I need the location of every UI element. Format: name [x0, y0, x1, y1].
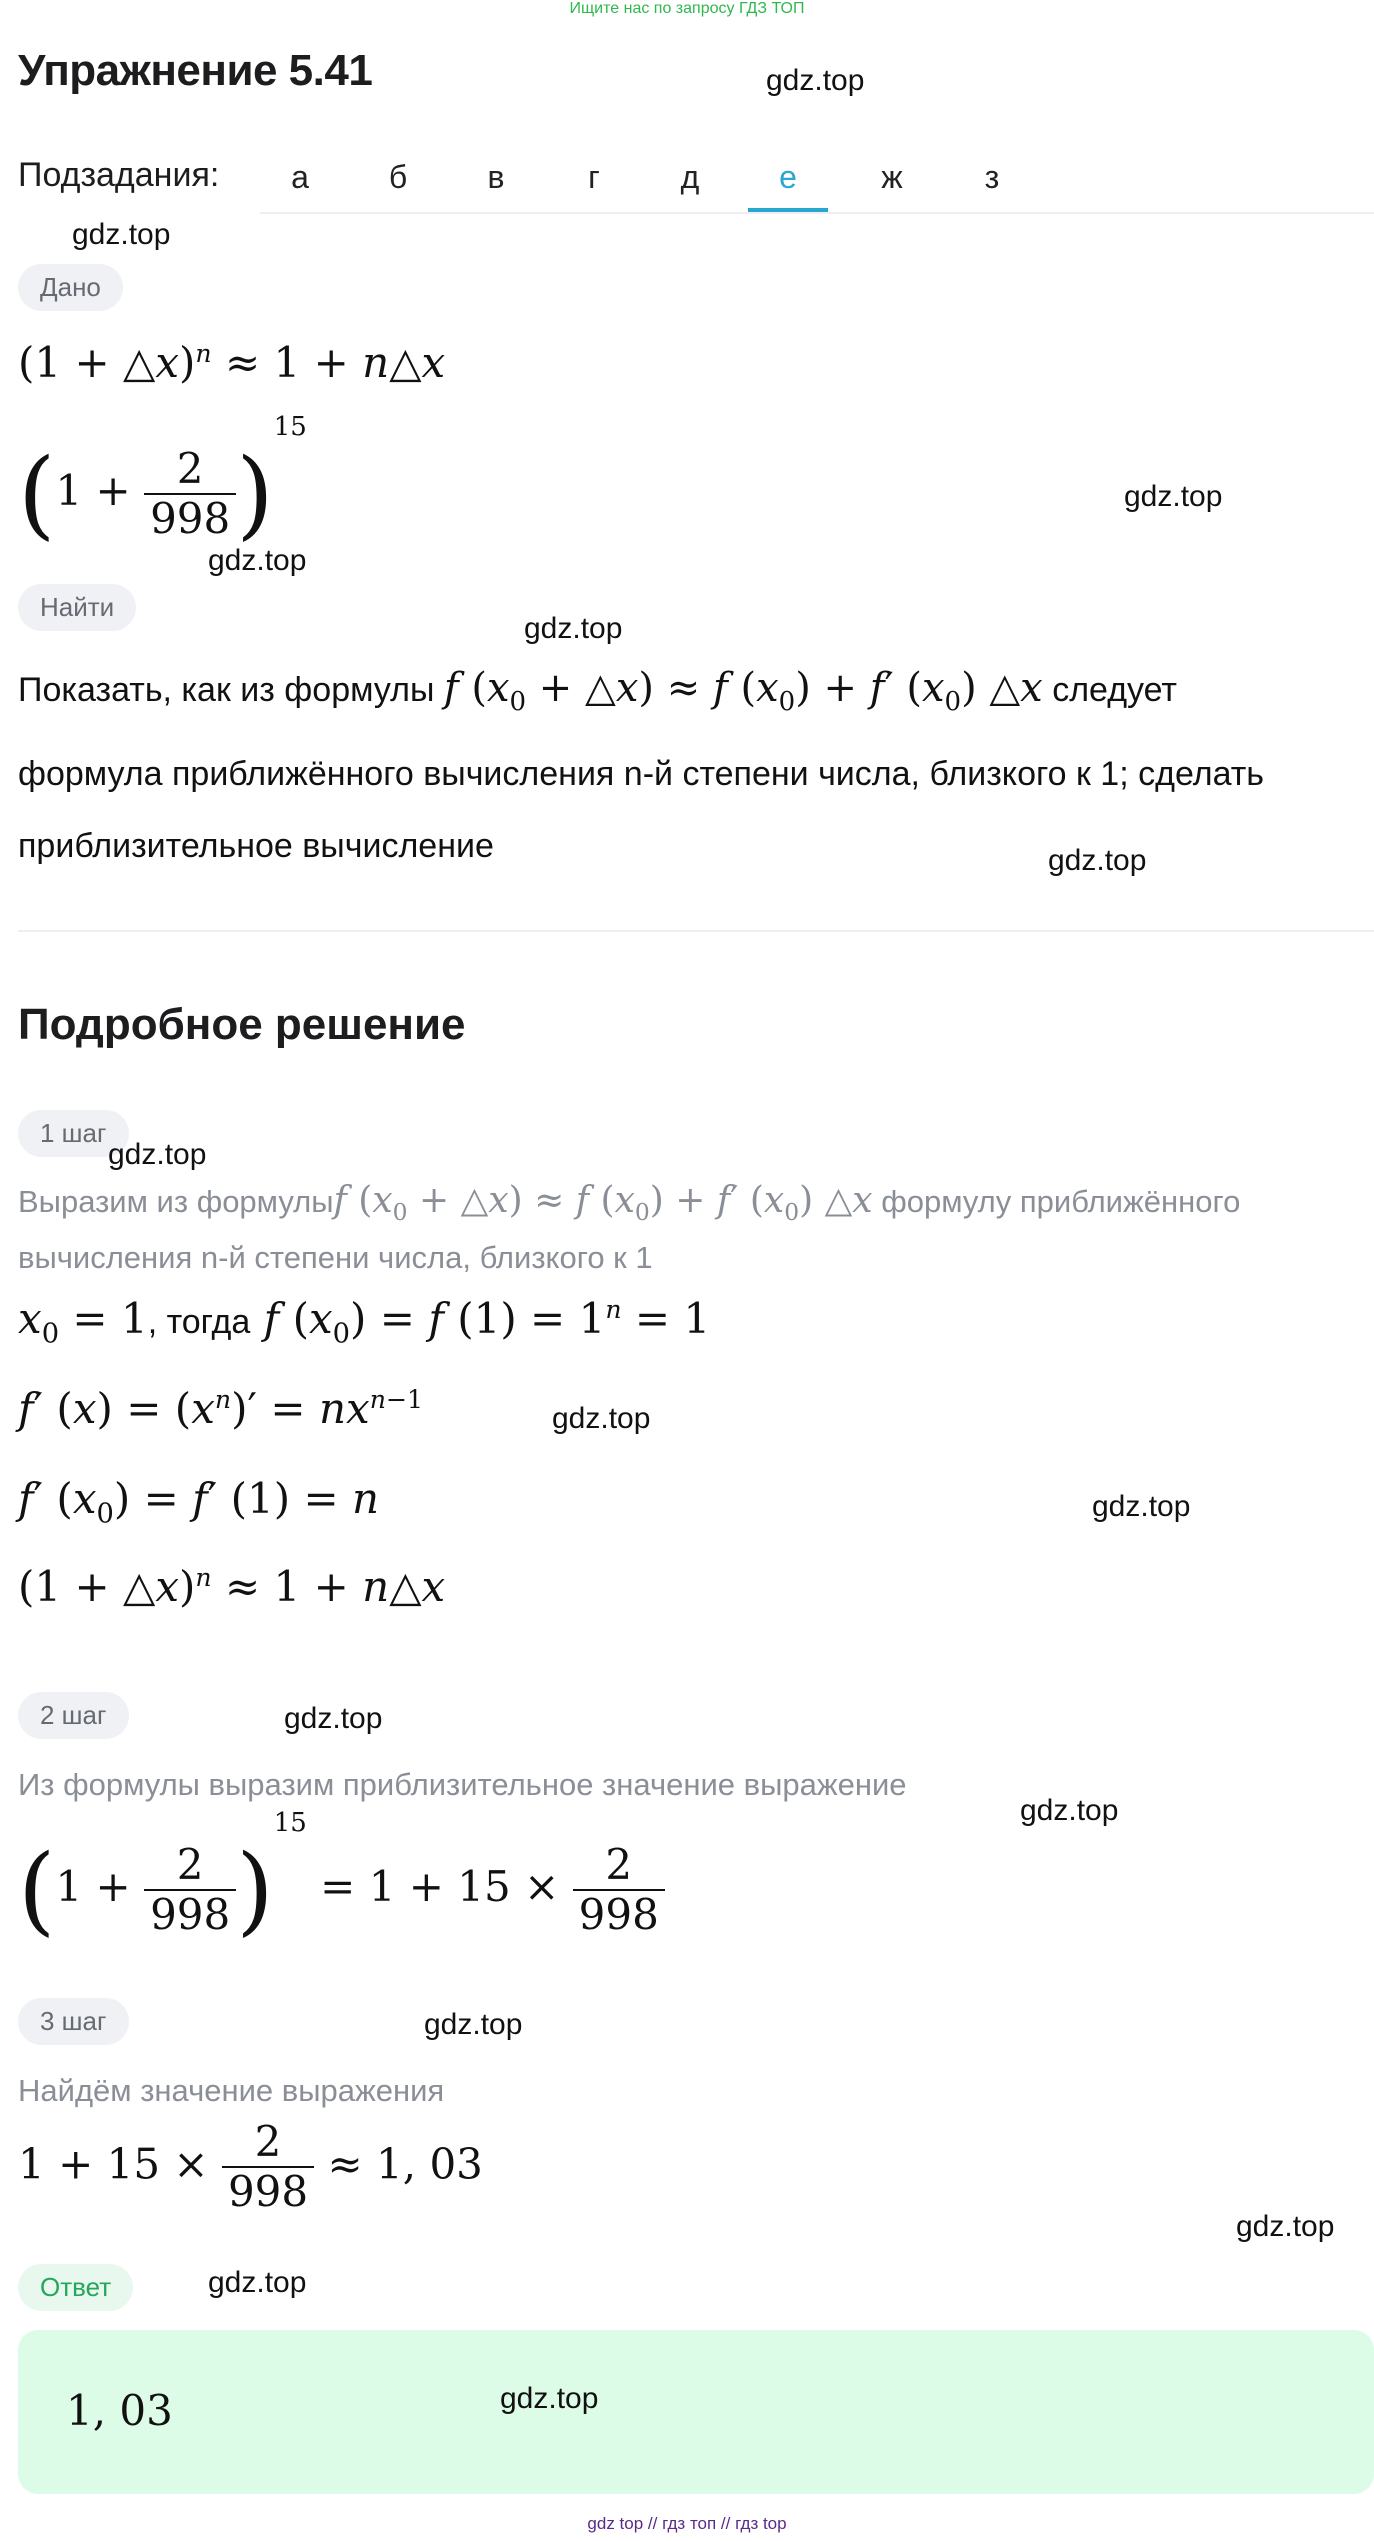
answer-badge: Ответ: [18, 2264, 133, 2311]
tab-b[interactable]: б: [388, 159, 408, 195]
watermark: gdz.top: [552, 1402, 651, 1435]
step-1-formula: f ($x_0$ + △x) ≈ f $(x_0) + f'$ $(x_0)$ △x: [333, 1180, 873, 1227]
solution-title: Подробное решение: [18, 1000, 466, 1049]
step-3-text: Найдём значение выражения: [18, 2073, 445, 2108]
step-2-formula: (1 + $\frac{2}{998}$ )$^{15}$ = 1 + 15 × $\frac{2}{998}$: [18, 1808, 665, 1946]
step-2-badge: 2 шаг: [18, 1692, 129, 1739]
watermark: gdz.top: [424, 2008, 523, 2041]
watermark: gdz.top: [1236, 2210, 1335, 2243]
tab-g[interactable]: г: [588, 159, 600, 195]
find-formula: f ($x_0$ + △x) ≈ f $(x_0) + f'$ $(x_0)$ △x: [443, 665, 1043, 717]
subtask-tabs: [260, 150, 1374, 214]
find-line-2: формула приближённого вычисления n-й степени числа, близкого к 1; сделать: [18, 755, 1265, 793]
answer-box: [18, 2330, 1374, 2494]
step-1-line-2: вычисления n-й степени числа, близкого к 1: [18, 1240, 653, 1276]
find-text-before: Показать, как из формулы: [18, 671, 435, 709]
top-banner: Ищите нас по запросу ГДЗ ТОП: [569, 0, 805, 17]
given-formula-2: (1 + $\frac{2}{998}$ )$^{15}$: [18, 412, 307, 550]
watermark: gdz.top: [1048, 844, 1147, 877]
find-badge: Найти: [18, 584, 136, 631]
page-title: Упражнение 5.41: [18, 46, 373, 95]
watermark: gdz.top: [208, 2266, 307, 2299]
given-badge: Дано: [18, 264, 123, 311]
given-formula-1: (1 + △x)$^n$ ≈ 1 + n△x: [18, 338, 446, 387]
watermark: gdz.top: [1020, 1794, 1119, 1827]
find-line-3: приблизительное вычисление: [18, 827, 494, 865]
step-3-formula: 1 + 15 × $\frac{2}{998}$ ≈ 1, 03: [18, 2117, 483, 2217]
tab-z[interactable]: з: [984, 159, 1000, 195]
watermark: gdz.top: [284, 1702, 383, 1735]
step-1-text-after: формулу приближённого: [881, 1184, 1241, 1219]
step-1-text-before: Выразим из формулы: [18, 1184, 334, 1219]
tab-d[interactable]: д: [680, 159, 700, 195]
tab-a[interactable]: а: [291, 159, 309, 195]
tab-zh[interactable]: ж: [881, 159, 903, 195]
tab-e[interactable]: е: [748, 150, 828, 212]
watermark: gdz.top: [1124, 480, 1223, 513]
watermark: gdz.top: [766, 64, 865, 97]
step-3-badge: 3 шаг: [18, 1998, 129, 2045]
step-1-badge: 1 шаг: [18, 1110, 129, 1157]
step-1-formula-derivative-x0: f′ $(x_0) = f'$ (1) = n: [18, 1474, 380, 1530]
footer-links[interactable]: gdz top // гдз топ // гдз top: [587, 2514, 787, 2533]
subtasks-label: Подзадания:: [18, 156, 220, 194]
step-2-text: Из формулы выразим приблизительное значение выражение: [18, 1767, 907, 1802]
find-text-after: следует: [1052, 671, 1177, 709]
watermark: gdz.top: [208, 544, 307, 577]
step-1-formula-result: (1 + △x)$^n$ ≈ 1 + n△x: [18, 1562, 446, 1611]
step-1-then: , тогда: [147, 1303, 251, 1341]
section-divider: [18, 930, 1374, 932]
watermark: gdz.top: [1092, 1490, 1191, 1523]
watermark: gdz.top: [108, 1138, 207, 1171]
watermark: gdz.top: [524, 612, 623, 645]
answer-value: 1, 03: [66, 2386, 173, 2435]
step-1-formula-derivative: f′ $(x) = (x^n)' = nx^{n-1}$: [18, 1384, 424, 1433]
find-text: [18, 652, 1358, 882]
watermark: gdz.top: [500, 2382, 599, 2415]
watermark: gdz.top: [72, 218, 171, 251]
step-1-text: [18, 1178, 1358, 1281]
step-1-formula-x0: $x_0 = 1$, тогда f $(x_0) = f$ $(1) = 1^n = 1$: [18, 1294, 711, 1350]
tab-v[interactable]: в: [487, 159, 505, 195]
